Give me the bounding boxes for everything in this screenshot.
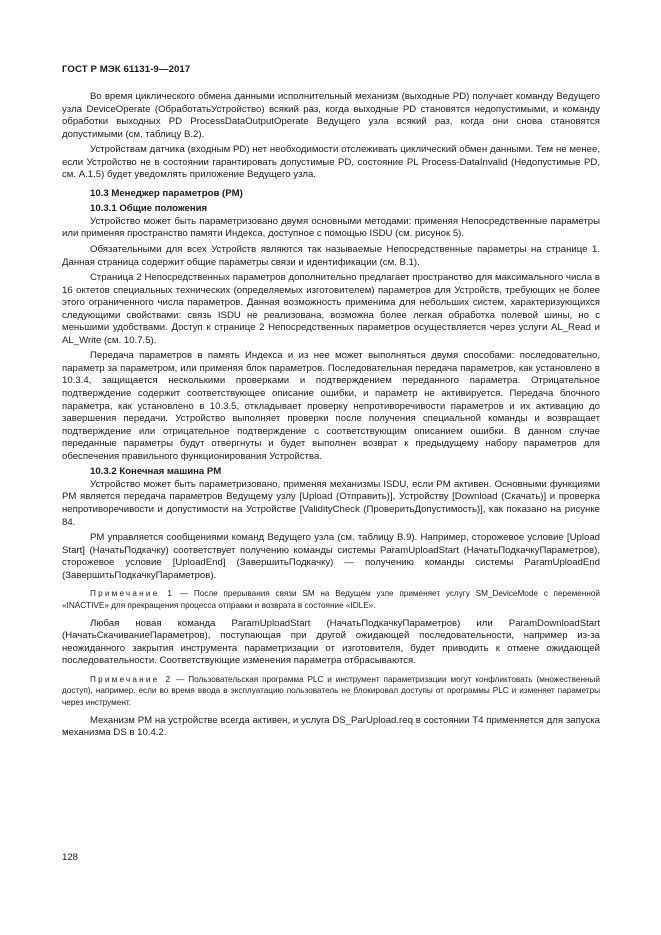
paragraph: Передача параметров в память Индекса и из нее может выполняться двумя способами: последовательно, параметр за параметром, или применяя блок параметров. Последовательная передача параметров, как установлено в 10.3.4, защищается несколькими проверками и подтверждением переданного параметра. Отрицательное подтверждение содержит соответствующее описание ошибки, и параметр не активируется. Передача блочного параметра, как установлено в 10.3.5, откладывает проверку непротиворечивости параметров и их активацию до завершения передачи. Устройство выполняет проверки после получения специальной команды и возвращает подтверждение или отрицательное подтверждение с соответствующим описанием ошибки. В данном случае переданные параметры будут отвергнуты и будет выполнен возврат к предыдущему набору параметров для обеспечения правильного функционирования Устройства. xyxy=(62,350,600,462)
paragraph: Страница 2 Непосредственных параметров дополнительно предлагает пространство для максимального числа в 16 октетов специальных технических (определяемых изготовителем) параметров для Устройств, требующих не более этого ограниченного числа параметров. Данная возможность применима для небольших систем, характеризующихся следующими свойствами: связь ISDU не реализована, возможна более легкая обработка полевой шины, но с меньшими удобствами. Доступ к странице 2 Непосредственных параметров осуществляется через услуги AL_Read и AL_Write (см. 10.7.5). xyxy=(62,272,600,346)
document-body xyxy=(62,91,600,743)
note-text: — Пользовательская программа PLC и инструмент параметризации могут конфликтовать (множественный доступ), например, если во время ввода в эксплуатацию пользователь не блокировал доступы от программы PLC и изменяет параметры через инструмент. xyxy=(62,675,600,707)
document-header: ГОСТ Р МЭК 61131-9—2017 xyxy=(62,64,191,75)
paragraph: Устройствам датчика (входным PD) нет необходимости отслеживать циклический обмен данными. Тем не менее, если Устройство не в состоянии гарантировать допустимые PD, состояние PL Process-DataInvalid (Недопустимые PD, см. A.1.5) будет уведомлять приложение Ведущего узла. xyxy=(62,144,600,181)
paragraph: Механизм PM на устройстве всегда активен, и услуга DS_ParUpload.req в состоянии T4 применяется для запуска механизма DS в 10.4.2. xyxy=(62,714,600,739)
paragraph: Устройство может быть параметризовано двумя основными методами: применяя Непосредственные параметры или применяя пространство памяти Индекса, доступное с помощью ISDU (см. рисунок 5). xyxy=(62,215,600,240)
subsection-heading-10-3-1: 10.3.1 Общие положения xyxy=(90,203,208,215)
note-text: — После прерывания связи SM на Ведущем узле применяет услугу SM_DeviceMode с переменной «INACTIVE» для прекращения процесса отправки и возврата в состояние «IDLE». xyxy=(62,589,601,610)
note-1 xyxy=(62,588,600,611)
section-heading-10-3: 10.3 Менеджер параметров (PM) xyxy=(90,187,243,199)
note-label: Примечание 2 xyxy=(90,675,173,685)
note-2 xyxy=(62,674,600,708)
paragraph: Устройство может быть параметризовано, применяя механизмы ISDU, если PM активен. Основными функциями PM является передача параметров Ведущему узлу [Upload (Отправить)], Устройству [Download (Скачать)] и проверка непротиворечивости и допустимости на Устройстве [ValidityCheck (ПроверитьДопустимость)], как показано на рисунке 84. xyxy=(62,478,600,528)
note-label: Примечание 1 xyxy=(90,589,175,599)
page-number: 128 xyxy=(62,852,79,863)
paragraph: Во время циклического обмена данными исполнительный механизм (выходные PD) получает команду Ведущего узла DeviceOperate (ОбработатьУстройство) всякий раз, когда выходные PD становятся недопустимыми, и команду обработки выходных PD ProcessDataOutputOperate Ведущего узла всякий раз, когда они снова становятся допустимыми (см. таблицу B.2). xyxy=(62,91,600,140)
paragraph: Любая новая команда ParamUploadStart (НачатьПодкачкуПараметров) или ParamDownloadStart (НачатьСкачиваниеПараметров), поступающая при другой ожидающей последовательности, например из-за неожиданного закрытия инструмента параметризации от изготовителя, будет приводить к отмене ожидающей последовательности. Соответствующие изменения параметра отбрасываются. xyxy=(62,617,600,667)
paragraph: Обязательными для всех Устройств являются так называемые Непосредственные параметры на странице 1. Данная страница содержит общие параметры связи и идентификации (см. B.1). xyxy=(62,244,600,268)
subsection-heading-10-3-2: 10.3.2 Конечная машина PM xyxy=(90,466,222,478)
paragraph: PM управляется сообщениями команд Ведущего узла (см. таблицу B.9). Например, сторожевое условие [Upload Start] (НачатьПодкачку) соответствует получению команды системы ParamUploadStart (НачатьПодкачкуПараметров), сторожевое условие [UploadEnd] (ЗавершитьПодкачку) — получению команды системы ParamUploadEnd (ЗавершитьПодкачкуПараметров). xyxy=(62,532,600,581)
